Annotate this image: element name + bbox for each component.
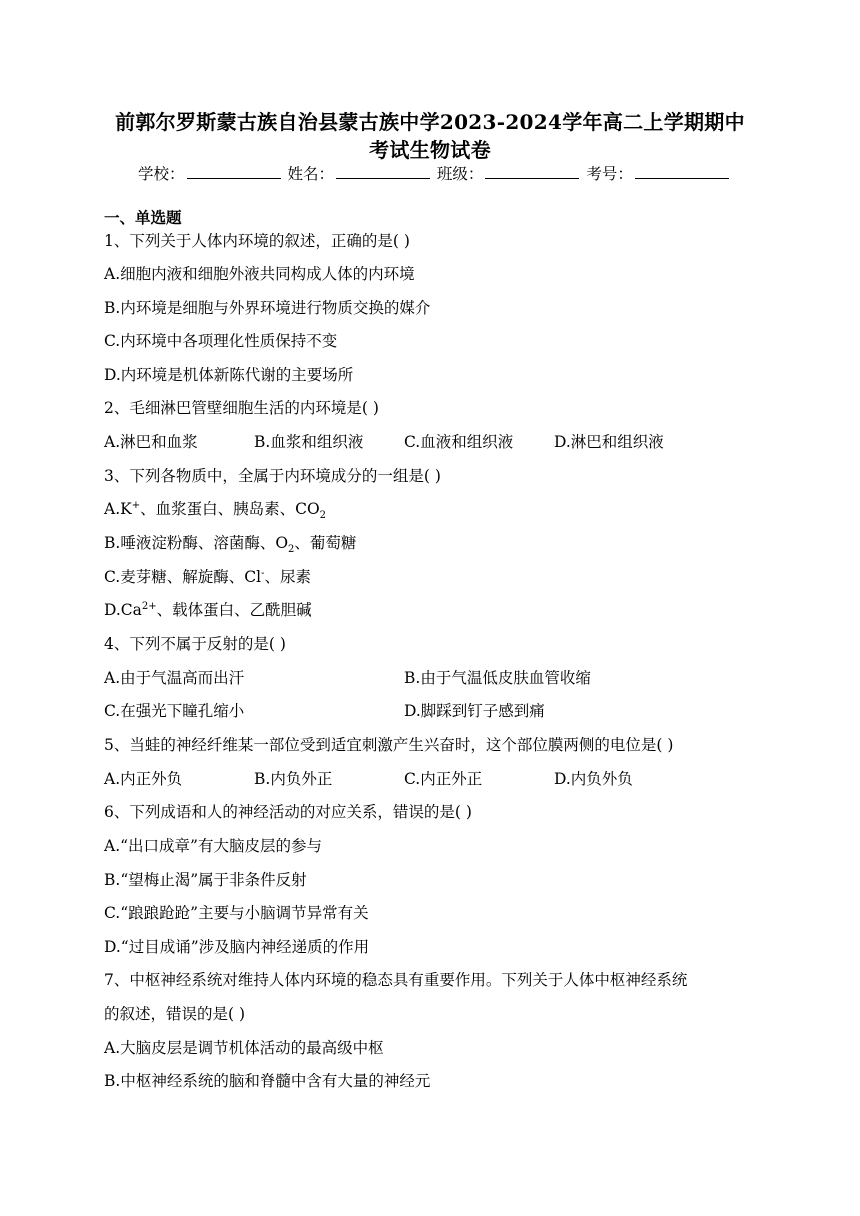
question-6-option-a: A.“出口成章”有大脑皮层的参与 — [104, 837, 322, 855]
question-6-option-d: D.“过目成诵”涉及脑内神经递质的作用 — [104, 938, 370, 956]
question-3-option-b: B.唾液淀粉酶、溶菌酶、$O_2$、葡萄糖 — [104, 534, 357, 556]
question-7-stem-line2: 的叙述，错误的是( ) — [104, 1005, 246, 1023]
question-2-stem: 2、毛细淋巴管壁细胞生活的内环境是( ) — [104, 399, 379, 417]
question-4-option-c: C.在强光下瞳孔缩小 — [104, 702, 245, 720]
question-2-option-b: B.血浆和组织液 — [254, 433, 364, 451]
question-4-option-d: D.脚踩到钉子感到痛 — [404, 702, 545, 720]
question-7-option-a: A.大脑皮层是调节机体活动的最高级中枢 — [104, 1039, 384, 1057]
question-5-option-a: A.内正外负 — [104, 770, 183, 788]
school-label: 学校： — [138, 165, 185, 183]
class-blank[interactable] — [485, 164, 579, 179]
name-blank[interactable] — [336, 164, 430, 179]
school-blank[interactable] — [187, 164, 281, 179]
question-3-stem: 3、下列各物质中，全属于内环境成分的一组是( ) — [104, 467, 441, 485]
question-5-option-c: C.内正外正 — [404, 770, 483, 788]
question-1-option-b: B.内环境是细胞与外界环境进行物质交换的媒介 — [104, 299, 431, 317]
question-4-option-b: B.由于气温低皮肤血管收缩 — [404, 669, 591, 687]
question-6-stem: 6、下列成语和人的神经活动的对应关系，错误的是( ) — [104, 803, 472, 821]
question-3-option-d: $D.Ca^{2+}$、载体蛋白、乙酰胆碱 — [104, 600, 312, 619]
student-info-row — [138, 162, 731, 184]
exam-title-line1: 前郭尔罗斯蒙古族自治县蒙古族中学2023-2024学年高二上学期期中 — [115, 110, 745, 134]
exam-number-blank[interactable] — [635, 164, 729, 179]
question-5-option-b: B.内负外正 — [254, 770, 333, 788]
question-1-option-d: D.内环境是机体新陈代谢的主要场所 — [104, 366, 354, 384]
question-1-stem: 1、下列关于人体内环境的叙述，正确的是( ) — [104, 232, 410, 250]
question-2-option-a: A.淋巴和血浆 — [104, 433, 198, 451]
section-title: 一、单选题 — [104, 208, 182, 227]
question-5-option-d: D.内负外负 — [554, 770, 633, 788]
question-5-stem: 5、当蛙的神经纤维某一部位受到适宜刺激产生兴奋时，这个部位膜两侧的电位是( ) — [104, 736, 674, 754]
question-7-stem-line1: 7、中枢神经系统对维持人体内环境的稳态具有重要作用。下列关于人体中枢神经系统 — [104, 971, 688, 989]
question-7-option-b: B.中枢神经系统的脑和脊髓中含有大量的神经元 — [104, 1072, 431, 1090]
class-label: 班级： — [436, 165, 484, 183]
name-label: 姓名： — [287, 165, 334, 183]
question-2-option-c: C.血液和组织液 — [404, 433, 514, 451]
question-6-option-c: C.“踉踉跄跄”主要与小脑调节异常有关 — [104, 904, 369, 922]
question-1-option-c: C.内环境中各项理化性质保持不变 — [104, 332, 338, 350]
question-4-stem: 4、下列不属于反射的是( ) — [104, 635, 286, 653]
question-6-option-b: B.“望梅止渴”属于非条件反射 — [104, 871, 307, 889]
exam-number-label: 考号： — [586, 165, 633, 183]
exam-title-line2: 考试生物试卷 — [369, 138, 491, 162]
question-3-option-c: C.麦芽糖、解旋酶、Cl-、尿素 — [104, 567, 311, 586]
question-2-option-d: D.淋巴和组织液 — [554, 433, 664, 451]
question-4-option-a: A.由于气温高而出汗 — [104, 669, 245, 687]
question-3-option-a: A.K+、血浆蛋白、胰岛素、$CO_2$ — [104, 499, 327, 522]
question-1-option-a: A.细胞内液和细胞外液共同构成人体的内环境 — [104, 265, 415, 283]
